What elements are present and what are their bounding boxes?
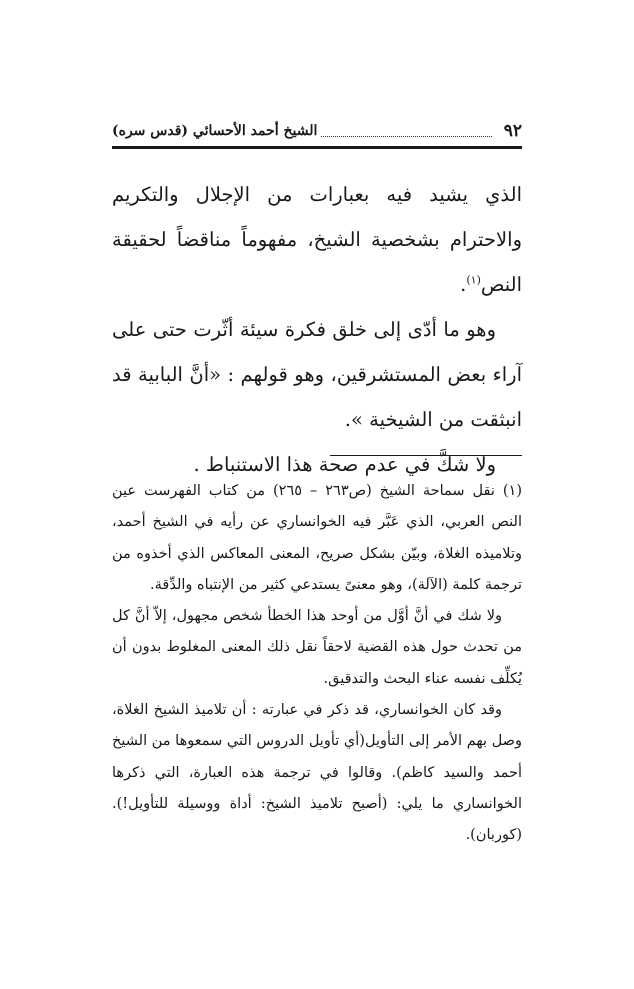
paragraph: وهو ما أدّى إلى خلق فكرة سيئة أثّرت حتى على آراء بعض المستشرقين، وهو قولهم : «أنَّ البابية قد انبثقت من الشيخية ». bbox=[112, 318, 522, 431]
paragraph: ولا شكَّ في عدم صحة هذا الاستنباط . bbox=[193, 453, 496, 476]
footnote-paragraph: وقد كان الخوانساري، قد ذكر في عبارته : أن تلاميذ الشيخ الغلاة، وصل بهم الأمر إلى التأويل(أي تأويل الدروس التي سمعوها من الشيخ أحمد والسيد كاظم). وقالوا في ترجمة هذه العبارة، التي ذكرها الخوانساري ما يلي: (أصبح تلاميذ الشيخ: أداة ووسيلة للتأويل!). (كوربان). bbox=[112, 702, 522, 844]
paragraph-text: الذي يشيد فيه بعبارات من الإجلال والتكريم والاحترام بشخصية الشيخ، مفهوماً مناقضاً لحقيقة النص bbox=[112, 183, 522, 296]
header-rule bbox=[112, 146, 522, 149]
footnote-separator bbox=[330, 455, 522, 456]
paragraph-tail: . bbox=[460, 273, 467, 296]
dotted-leader bbox=[321, 126, 491, 137]
main-text bbox=[112, 172, 522, 487]
page-header bbox=[112, 118, 522, 144]
footnote-paragraph: ولا شك في أنَّ أوَّل من أوحد هذا الخطأ شخص مجهول، إلاّ أنَّ كل من تحدث حول هذه القضية لاحقاً نقل ذلك المعنى المغلوط بدون أن يُكلِّف نفسه عناء البحث والتدقيق. bbox=[112, 608, 522, 687]
footnote-reference: (١) bbox=[466, 273, 481, 287]
running-title: الشيخ أحمد الأحسائي (قدس سره) bbox=[112, 123, 318, 139]
paragraph bbox=[112, 172, 522, 307]
footnote-paragraph: (١) نقل سماحة الشيخ (ص٢٦٣ – ٢٦٥) من كتاب الفهرست عين النص العربي، الذي عَبَّر فيه الخوانساري عن رأيه في الشيخ أحمد، وتلاميذه الغلاة، وبيّن بشكل صريح، المعنى المعاكس الذي أخذوه من ترجمة كلمة (الآلة)، وهو معنىً يستدعي كثير من الإنتباه والدِّقة. bbox=[112, 483, 523, 593]
footnotes bbox=[112, 476, 522, 852]
page-number: ٩٢ bbox=[503, 121, 522, 141]
